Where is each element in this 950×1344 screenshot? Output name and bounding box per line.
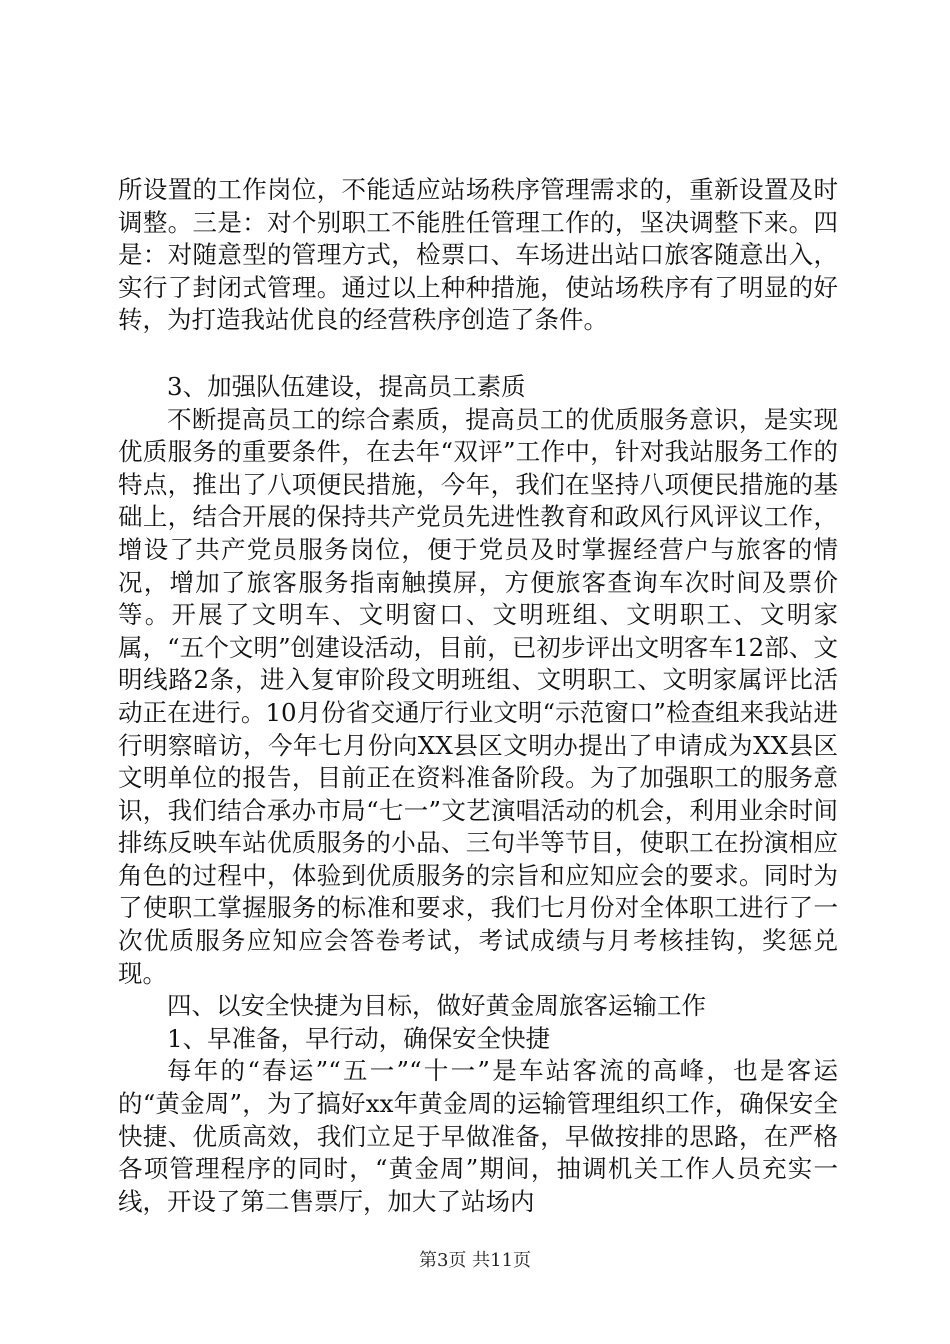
paragraph-staff-quality: 不断提高员工的综合素质，提高员工的优质服务意识，是实现优质服务的重要条件，在去年“双评”工作中，针对我站服务工作的特点，推出了八项便民措施，今年，我们在坚持八项便民措施的基础上，结合开展的保持共产党员先进性教育和政风行风评议工作，增设了共产党员服务岗位，便于党员及时掌握经营户与旅客的情况，增加了旅客服务指南触摸屏，方便旅客查询车次时间及票价等。开展了文明车、文明窗口、文明班组、文明职工、文明家属，“五个文明”创建设活动，目前，已初步评出文明客车12部、文明线路2条，进入复审阶段文明班组、文明职工、文明家属评比活动正在进行。10月份省交通厅行业文明“示范窗口”检查组来我站进行明察暗访，今年七月份向XX县区文明办提出了申请成为XX县区文明单位的报告，目前正在资料准备阶段。为了加强职工的服务意识，我们结合承办市局“七一”文艺演唱活动的机会，利用业余时间排练反映车站优质服务的小品、三句半等节目，使职工在扮演相应角色的过程中，体验到优质服务的宗旨和应知应会的要求。同时为了使职工掌握服务的标准和要求，我们七月份对全体职工进行了一次优质服务应知应会答卷考试，考试成绩与月考核挂钩，奖惩兑现。 [118,404,838,988]
section-heading-golden-week: 四、以安全快捷为目标，做好黄金周旅客运输工作 [167,991,706,1021]
subsection-heading-early-preparation: 1、早准备，早行动，确保安全快捷 [167,1023,551,1053]
paragraph-gap [118,337,838,371]
paragraph-golden-week: 每年的“春运”“五一”“十一”是车站客流的高峰，也是客运的“黄金周”，为了搞好xx年黄金周的运输管理组织工作，确保安全快捷、优质高效，我们立足于早做准备，早做按排的思路，在严格各项管理程序的同时，“黄金周”期间，抽调机关工作人员充实一线，开设了第二售票厅，加大了站场内 [118,1056,838,1216]
section-heading-team-building: 3、加强队伍建设，提高员工素质 [167,371,526,401]
document-body [118,174,838,1218]
page-number-footer: 第3页 共11页 [418,1250,532,1271]
paragraph-continuation: 所设置的工作岗位，不能适应站场秩序管理需求的，重新设置及时调整。三是：对个别职工不能胜任管理工作的，坚决调整下来。四是：对随意型的管理方式，检票口、车场进出站口旅客随意出入，实行了封闭式管理。通过以上种种措施，使站场秩序有了明显的好转，为打造我站优良的经营秩序创造了条件。 [118,175,838,335]
